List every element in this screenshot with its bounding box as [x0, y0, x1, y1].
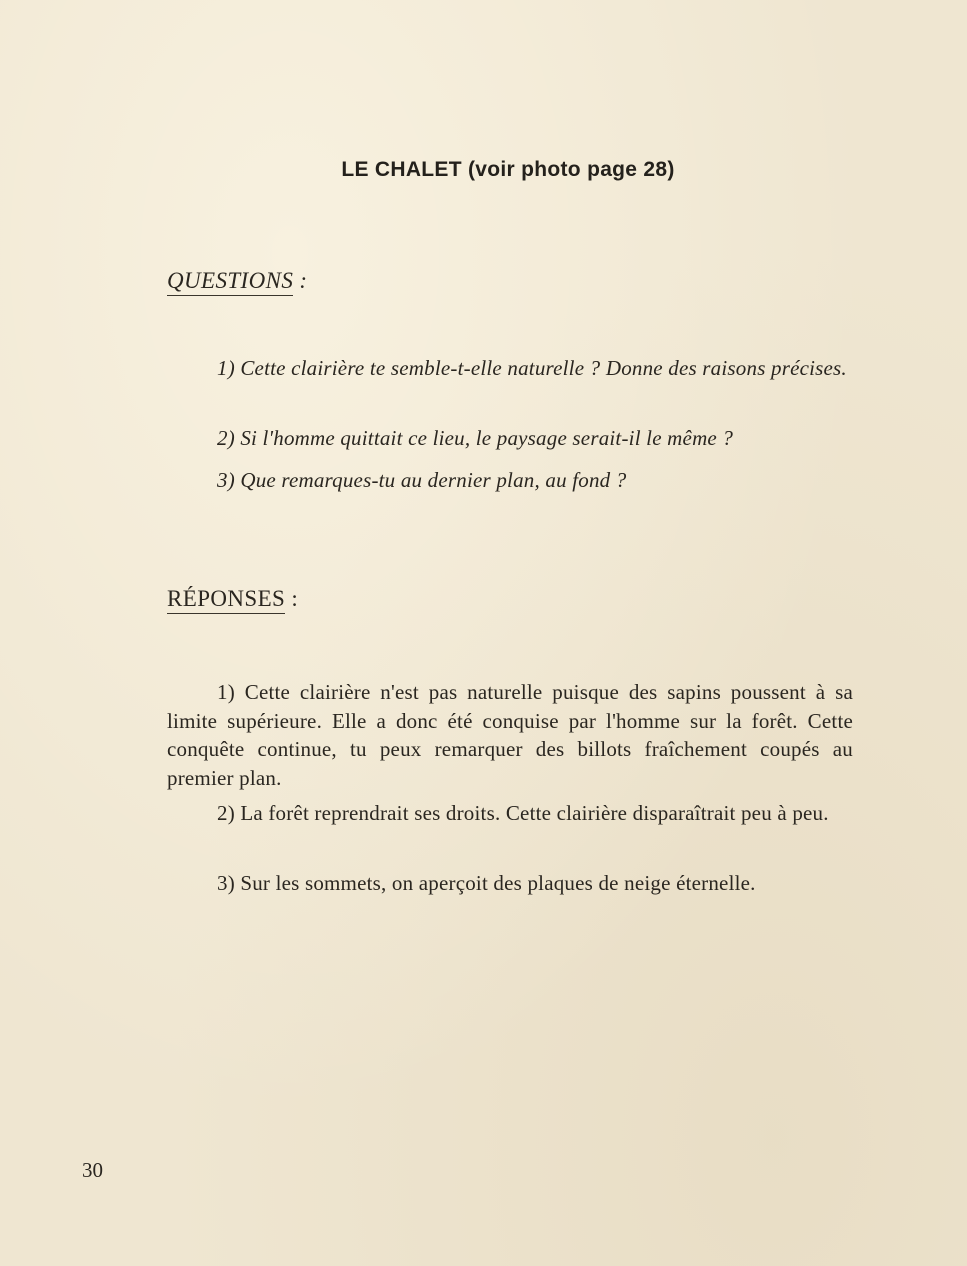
question-2: 2) Si l'homme quittait ce lieu, le paysage serait-il le même ? [217, 426, 734, 450]
question-1: 1) Cette clairière te semble-t-elle naturelle ? Donne des raisons précises. [217, 356, 847, 380]
answer-3: 3) Sur les sommets, on aperçoit des plaques de neige éternelle. [217, 871, 756, 895]
answer-1: 1) Cette clairière n'est pas naturelle puisque des sapins poussent à sa limite supérieure. Elle a donc été conquise par l'homme sur la forêt. Cette conquête continue, tu peux remarquer des billots fraîchement coupés au premier plan. [167, 680, 853, 790]
answers-heading-label: RÉPONSES [167, 586, 285, 614]
questions-heading [167, 268, 308, 294]
answers-heading-colon: : [285, 586, 299, 611]
question-3: 3) Que remarques-tu au dernier plan, au fond ? [217, 468, 627, 492]
answers-heading [167, 586, 298, 612]
page-number: 30 [82, 1158, 103, 1182]
questions-heading-colon: : [293, 268, 308, 293]
questions-heading-label: QUESTIONS [167, 268, 293, 296]
answer-2: 2) La forêt reprendrait ses droits. Cette clairière disparaîtrait peu à peu. [217, 801, 829, 825]
page-title: LE CHALET (voir photo page 28) [341, 158, 675, 181]
